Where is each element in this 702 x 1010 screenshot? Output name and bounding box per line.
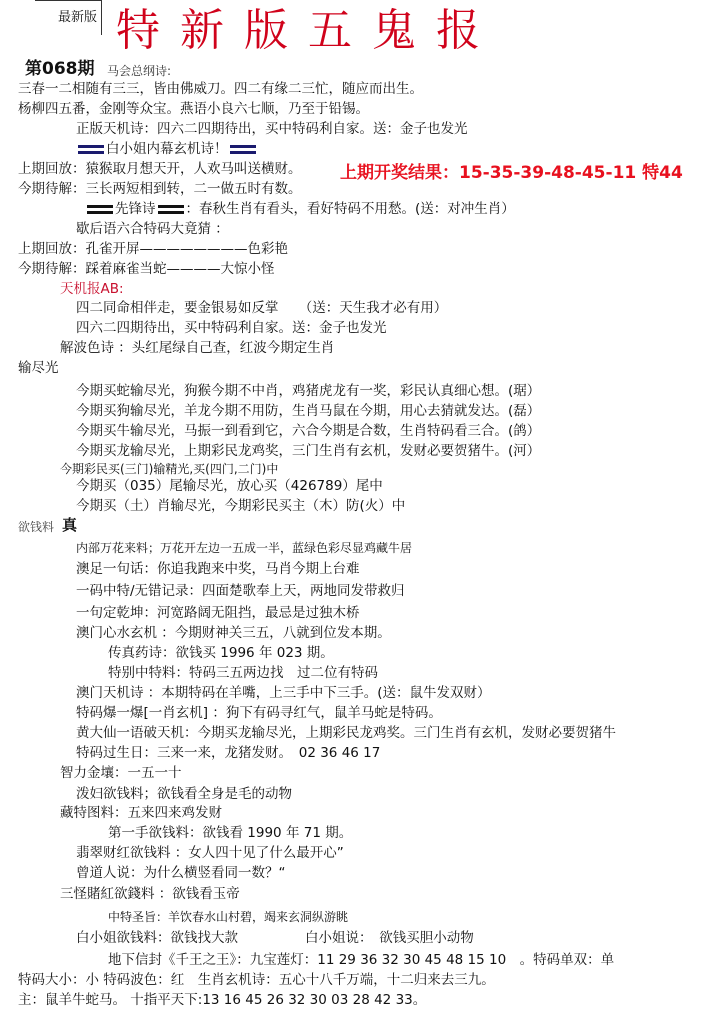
text-line: 主：鼠羊牛蛇马。 十指平天下:13 16 45 26 32 30 03 28 42 33。	[18, 992, 427, 1008]
poem-line: 杨柳四五番，金刚等众宝。燕语小良六七顺，乃至于铅锡。	[18, 101, 369, 117]
zhen-mark: 真	[62, 516, 78, 534]
text-line: 特码过生日：三来一来，龙猪发财。 02 36 46 17	[76, 745, 381, 761]
poem-line: 三春一二相随有三三，皆由佛威刀。四二有缘二三忙，随应而出生。	[18, 81, 423, 97]
section-heading: 天机报AB:	[60, 281, 124, 297]
text-line: 今期买龙输尽光，上期彩民龙鸡奖，三门生肖有玄机，发财必要贺猪牛。(河）	[76, 443, 541, 459]
subtitle: 马会总纲诗:	[107, 64, 172, 78]
edition-badge-label: 最新版	[57, 10, 97, 25]
text-line: 特码大小：小 特码波色：红 生肖玄机诗：五心十八千万端，十二归来去三九。	[18, 972, 495, 988]
xianfeng-text: ：春秋生肖有看头，看好特码不用愁。(送：对冲生肖）	[185, 201, 515, 217]
tianji-poem: 正版天机诗：四六二四期待出，买中特码利自家。送：金子也发光	[76, 121, 468, 137]
text-line: 四二同命相伴走，要金银易如反掌 （送：天生我才必有用）	[76, 300, 448, 316]
text-line: 上期回放：孔雀开屏————————色彩艳	[18, 241, 288, 257]
bar-decoration	[230, 145, 256, 154]
text-line: 澳门天机诗 ：本期特码在羊嘴，上三手中下三手。(送：鼠牛发双财）	[76, 685, 491, 701]
text-line: 四六二四期待出，买中特码利自家。送：金子也发光	[76, 320, 387, 336]
text-line: 黄大仙一语破天机：今期买龙输尽光，上期彩民龙鸡奖。三门生肖有玄机，发财必要贺猪牛	[76, 725, 616, 741]
text-line: 白小姐说： 欲钱买胆小动物	[305, 930, 474, 946]
text-line: 第一手欲钱料：欲钱看 1990 年 71 期。	[108, 825, 353, 841]
text-line: 今期买蛇输尽光，狗猴今期不中肖，鸡猪虎龙有一奖，彩民认真细心想。(琚）	[76, 383, 541, 399]
section-heading: 欲钱料	[18, 520, 55, 534]
text-line: 藏特图料：五来四来鸡发财	[60, 805, 222, 821]
issue-number: 第068期	[25, 59, 95, 79]
text-line: 白小姐欲钱料：欲钱找大款	[76, 930, 238, 946]
text-line: 澳足一句话：你追我跑来中奖，马肖今期上台难	[76, 561, 360, 577]
text-line: 泼妇欲钱料；欲钱看全身是毛的动物	[76, 786, 292, 802]
text-line: 翡翠财红欲钱料 ：女人四十见了什么最开心”	[76, 845, 344, 861]
current-riddle: 今期待解：三长两短相到转，二一做五时有数。	[18, 181, 302, 197]
text-line: 地下信封《千王之王》：九宝莲灯：11 29 36 32 30 45 48 15 10 。特码单双：单	[108, 952, 615, 968]
text-line: 三怪賭紅欲錢料 ：欲钱看玉帝	[60, 886, 240, 902]
last-draw-result: 上期开奖结果：15-35-39-48-45-11 特44	[340, 163, 683, 183]
bai-poem-label: 白小姐内幕玄机诗！	[106, 141, 228, 157]
text-line: 今期彩民买(三门)输精光,买(四门,二门)中	[60, 462, 279, 476]
xianfeng-label: 先锋诗	[115, 201, 156, 217]
text-line: 内部万花来料；万花开左边一五成一半，蓝绿色彩尽显鸡藏牛居	[76, 541, 413, 555]
section-heading: 歇后语六合特码大竟猜 ：	[76, 221, 229, 237]
text-line: 智力金壤：一五一十	[60, 765, 182, 781]
bar-decoration	[158, 205, 184, 214]
last-review: 上期回放：猿猴取月想天开，人欢马叫送横财。	[18, 161, 302, 177]
text-line: 今期买狗输尽光，羊龙今期不用防，生肖马鼠在今期，用心去猜就发达。(磊）	[76, 403, 541, 419]
bar-decoration	[87, 205, 113, 214]
text-line: 特码爆一爆[一肖玄机] ：狗下有码寻红气，鼠羊马蛇是特码。	[76, 705, 442, 721]
xianfeng-poem	[85, 200, 515, 218]
edition-badge	[35, 0, 102, 35]
text-line: 中特圣旨：羊饮春水山村碧，竭来玄洞纵游眺	[108, 910, 349, 924]
section-heading: 输尽光	[18, 360, 59, 376]
text-line: 今期待解：踩着麻雀当蛇————大惊小怪	[18, 261, 275, 277]
text-line: 澳门心水玄机 ：今期财神关三五，八就到位发本期。	[76, 625, 391, 641]
text-line: 解波色诗 ：头红尾绿自己查，红波今期定生肖	[60, 340, 335, 356]
page-title: 特新版五鬼报	[116, 5, 500, 56]
bar-decoration	[78, 145, 104, 154]
text-line: 今期买牛输尽光，马振一到看到它，六合今期是合数，生肖特码看三合。(鸽）	[76, 423, 541, 439]
text-line: 一码中特/无错记录：四面楚歌奉上天，两地同发带救归	[76, 583, 405, 599]
text-line: 一句定乾坤：河宽路阔无阻挡，最忌是过独木桥	[76, 605, 360, 621]
bai-poem-heading	[76, 140, 258, 158]
text-line: 曾道人说：为什么横竖看同一数？“	[76, 865, 286, 881]
text-line: 今期买（035）尾输尽光，放心买（426789）尾中	[76, 478, 383, 494]
text-line: 传真药诗：欲钱买 1996 年 023 期。	[108, 645, 334, 661]
text-line: 特别中特料：特码三五两边找 过二位有特码	[108, 665, 378, 681]
text-line: 今期买（土）肖输尽光，今期彩民买主（木）防(火）中	[76, 498, 406, 514]
